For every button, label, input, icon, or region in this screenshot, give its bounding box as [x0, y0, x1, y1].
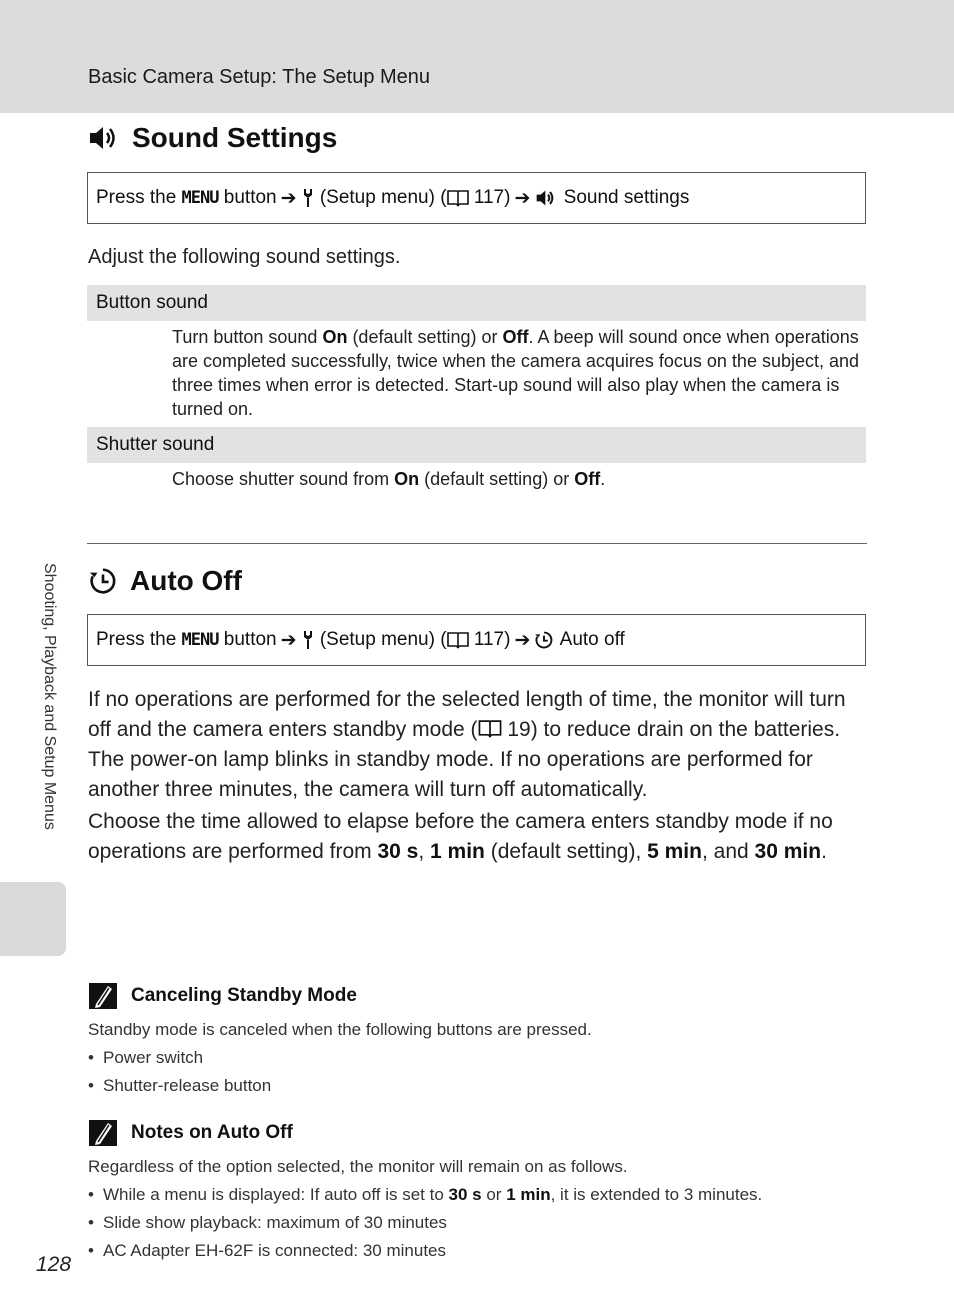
book-icon [447, 189, 469, 207]
sound-menu-path [87, 172, 866, 224]
list-item: • Power switch [88, 1048, 204, 1067]
side-tab-label: Shooting, Playback and Setup Menus [41, 563, 58, 830]
speaker-icon [88, 123, 120, 153]
crumb-button: button [223, 629, 277, 650]
list-item: • Shutter-release button [88, 1076, 272, 1095]
arrow-icon: ➔ [280, 629, 297, 651]
note-canceling-standby [88, 982, 357, 1010]
auto-off-menu-path [87, 614, 866, 666]
list-item: • AC Adapter EH-62F is connected: 30 minutes [88, 1241, 447, 1260]
auto-off-title: Auto Off [130, 565, 242, 596]
note-icon [88, 1119, 118, 1147]
option-label: Button sound [96, 292, 208, 313]
crumb-page: 117) [473, 629, 511, 650]
side-tab-marker [0, 882, 66, 956]
list-item: • Slide show playback: maximum of 30 minutes [88, 1213, 447, 1232]
list-item: • While a menu is displayed: If auto off is set to 30 s or 1 min, it is extended to 3 minutes. [88, 1185, 763, 1204]
sound-settings-title: Sound Settings [132, 122, 338, 153]
menu-icon: MENU [181, 188, 219, 208]
speaker-icon [534, 188, 558, 208]
crumb-setup: (Setup menu) ( [319, 187, 447, 208]
crumb-page: 117) [473, 187, 511, 208]
timer-icon [534, 630, 554, 650]
option-description: Choose shutter sound from On (default setting) or Off. [172, 469, 606, 489]
page-number: 128 [36, 1253, 72, 1276]
option-label: Shutter sound [96, 434, 215, 455]
arrow-icon: ➔ [514, 187, 531, 209]
timer-icon [88, 566, 118, 596]
crumb-press: Press the [96, 629, 177, 650]
option-button-sound [87, 285, 866, 321]
option-shutter-sound [87, 427, 866, 463]
book-icon [478, 719, 502, 738]
auto-off-paragraph-1: If no operations are performed for the selected length of time, the monitor will turn off and the camera enters standby mode ( 19) to reduce drain on the batteries. The power-on lamp blinks in standby mode. If no operations are performed for another three minutes, the camera will turn off automatically. [88, 688, 846, 801]
running-header: Basic Camera Setup: The Setup Menu [88, 66, 431, 88]
sound-intro: Adjust the following sound settings. [88, 246, 401, 268]
crumb-target: Sound settings [563, 187, 690, 208]
sound-settings-heading [88, 122, 337, 154]
book-icon [447, 631, 469, 649]
option-description: Turn button sound On (default setting) or Off. A beep will sound once when operations are completed successfully, twice when the camera acquires focus on the subject, and three times when error is detected. Start-up sound will also play when the camera is turned on. [172, 327, 860, 419]
crumb-target: Auto off [559, 629, 625, 650]
auto-off-paragraph-2: Choose the time allowed to elapse before the camera enters standby mode if no operations are performed from 30 s, 1 min (default setting), 5 min, and 30 min. [88, 810, 833, 863]
menu-icon: MENU [181, 630, 219, 650]
arrow-icon: ➔ [514, 629, 531, 651]
note-title: Canceling Standby Mode [131, 985, 357, 1006]
arrow-icon: ➔ [280, 187, 297, 209]
note-intro: Regardless of the option selected, the monitor will remain on as follows. [88, 1157, 628, 1176]
note-auto-off [88, 1119, 293, 1147]
note-intro: Standby mode is canceled when the following buttons are pressed. [88, 1020, 592, 1039]
note-title: Notes on Auto Off [131, 1122, 293, 1143]
header-band [0, 0, 954, 113]
section-divider [87, 543, 867, 544]
note-icon [88, 982, 118, 1010]
crumb-button: button [223, 187, 277, 208]
wrench-icon [301, 630, 315, 650]
wrench-icon [301, 188, 315, 208]
crumb-press: Press the [96, 187, 177, 208]
auto-off-heading [88, 565, 242, 597]
crumb-setup: (Setup menu) ( [319, 629, 447, 650]
